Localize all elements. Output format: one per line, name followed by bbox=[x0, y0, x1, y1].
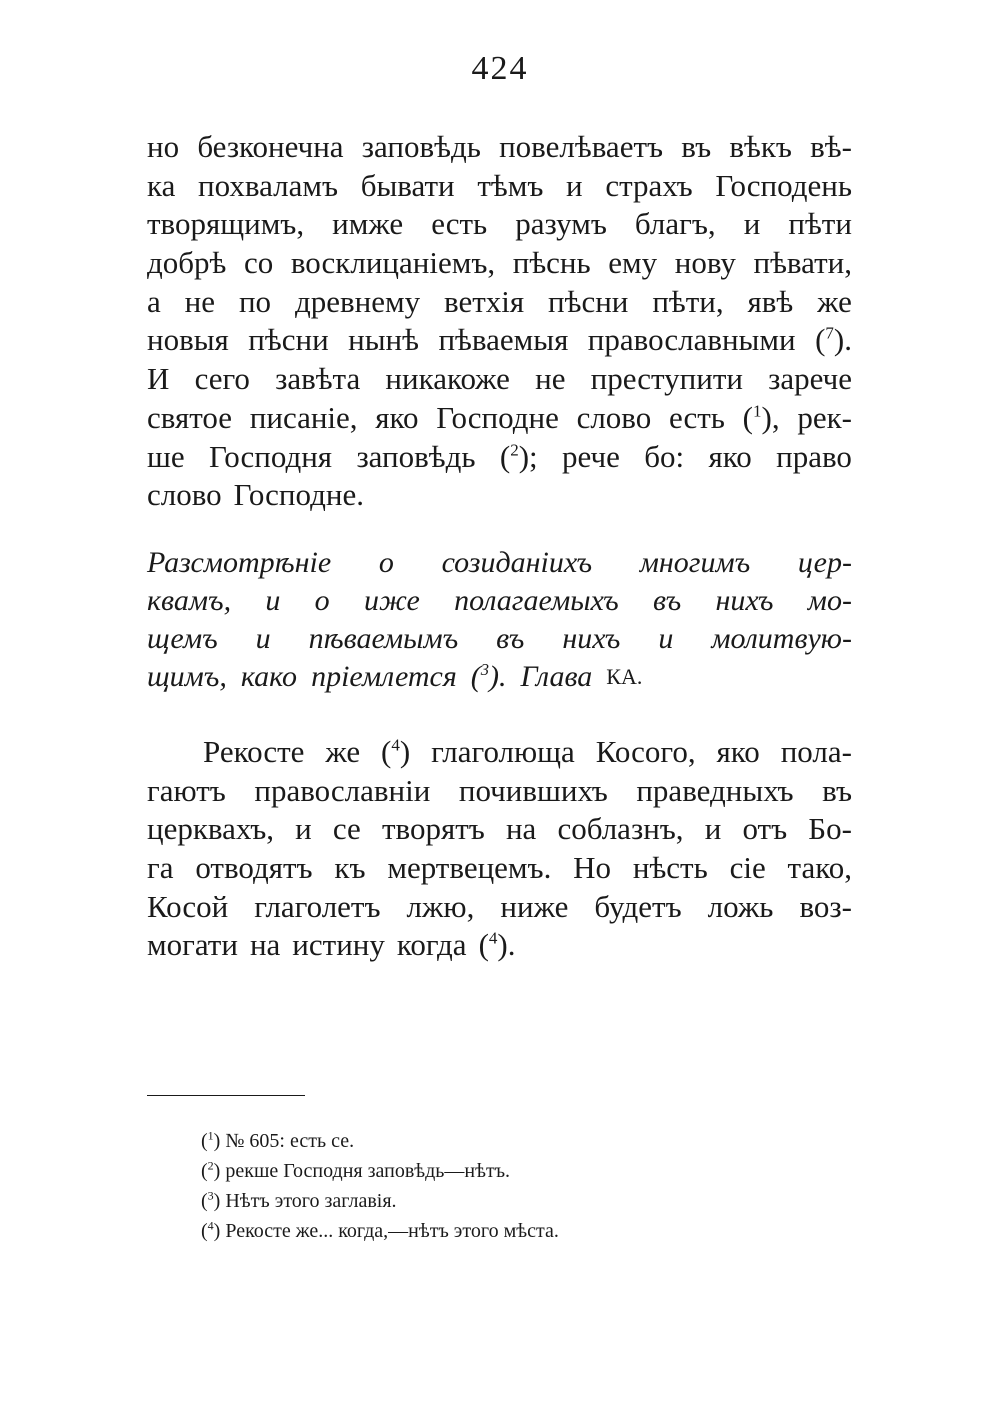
word: Господне bbox=[436, 399, 559, 435]
word: и bbox=[566, 167, 583, 203]
word: разумъ bbox=[515, 206, 607, 242]
text-line bbox=[147, 167, 852, 206]
word: повелѣваетъ bbox=[499, 129, 664, 164]
word: о bbox=[378, 546, 394, 579]
word: есть bbox=[668, 399, 725, 435]
heading-line bbox=[147, 582, 852, 620]
text-line bbox=[147, 926, 852, 965]
word: страхъ bbox=[605, 167, 693, 203]
footnote-ref-7: ($^7$). bbox=[815, 322, 852, 358]
word: на bbox=[505, 811, 537, 847]
word: новыя bbox=[147, 322, 229, 358]
word: истину bbox=[292, 927, 385, 963]
word: безконечна bbox=[197, 129, 344, 164]
word: нихъ bbox=[715, 584, 774, 617]
word: и bbox=[295, 811, 312, 847]
footnote-3: ($^3$) Нѣтъ этого заглавія. bbox=[201, 1188, 397, 1212]
word: и bbox=[265, 584, 281, 617]
word: Рекосте bbox=[203, 734, 305, 769]
word: Бо- bbox=[808, 811, 852, 847]
word: мертвецемъ. bbox=[387, 850, 552, 886]
word: ветхія bbox=[443, 283, 525, 319]
word: сего bbox=[194, 361, 250, 397]
word: Глава bbox=[520, 660, 593, 693]
footnote-ref-3: ($^3$). bbox=[470, 660, 507, 693]
word: святое bbox=[147, 399, 233, 435]
word: пріемлется bbox=[311, 660, 457, 693]
word: молитвую- bbox=[711, 622, 852, 655]
word: бывати bbox=[360, 167, 455, 203]
word: ка bbox=[147, 167, 176, 203]
word: никакоже bbox=[385, 361, 510, 397]
footnote-text: Нѣтъ этого заглавія. bbox=[225, 1190, 397, 1212]
word: лжю, bbox=[406, 888, 475, 924]
word: православніи bbox=[254, 772, 431, 808]
word: иже bbox=[363, 584, 420, 617]
text-line bbox=[147, 733, 852, 772]
text-line bbox=[147, 438, 852, 477]
word: и bbox=[658, 622, 674, 655]
footnote-text: № 605: есть се. bbox=[225, 1130, 355, 1152]
word: пѣти, bbox=[652, 283, 724, 319]
footnote-text: Рекосте же... когда,—нѣтъ этого мѣста. bbox=[225, 1220, 559, 1242]
word: се bbox=[332, 811, 361, 847]
word: не bbox=[535, 361, 566, 397]
word: рек- bbox=[797, 399, 852, 435]
word: творящимъ, bbox=[147, 206, 305, 242]
word: бо: bbox=[644, 438, 685, 474]
word: вѣ- bbox=[810, 129, 852, 164]
word: преступити bbox=[590, 361, 743, 397]
text-line bbox=[147, 205, 852, 244]
word: яко bbox=[708, 438, 752, 474]
word: право bbox=[776, 438, 852, 474]
word: отводятъ bbox=[195, 850, 313, 886]
word: како bbox=[240, 660, 298, 693]
word: Разсмотрѣніе bbox=[147, 546, 332, 579]
word: пѣсни bbox=[548, 283, 629, 319]
word: древнему bbox=[294, 283, 421, 319]
text-line bbox=[147, 128, 852, 167]
word: о bbox=[314, 584, 330, 617]
word: явѣ bbox=[747, 283, 794, 319]
word: нынѣ bbox=[348, 322, 419, 358]
word: И bbox=[147, 361, 170, 397]
word: воз- bbox=[799, 888, 852, 924]
text-line bbox=[147, 399, 852, 438]
word: Но bbox=[573, 850, 612, 886]
word: слово bbox=[147, 477, 222, 513]
footnote-ref-1: ($^1$), bbox=[742, 399, 780, 435]
word: къ bbox=[334, 850, 366, 886]
word: цер- bbox=[797, 546, 852, 579]
word: Косой bbox=[147, 888, 229, 924]
word: созиданіихъ bbox=[441, 546, 593, 579]
footnote-text: рекше Господня заповѣдь—нѣтъ. bbox=[225, 1160, 511, 1182]
chapter-heading bbox=[147, 544, 852, 696]
word: будетъ bbox=[594, 888, 682, 924]
heading-line bbox=[147, 544, 852, 582]
heading-line bbox=[147, 620, 852, 658]
text-line bbox=[147, 810, 852, 849]
word: пѣваемыя bbox=[438, 322, 569, 358]
word: щемъ bbox=[147, 622, 218, 655]
word: сіе bbox=[729, 850, 766, 886]
word: тѣмъ bbox=[477, 167, 544, 203]
word: глаголюща bbox=[431, 734, 575, 769]
word: ложь bbox=[707, 888, 774, 924]
word: и bbox=[743, 206, 761, 242]
word: глаголетъ bbox=[254, 888, 381, 924]
footnote-4: ($^4$) Рекосте же... когда,—нѣтъ этого мѣста. bbox=[201, 1218, 559, 1242]
footnotes bbox=[201, 1126, 801, 1246]
text-line bbox=[147, 321, 852, 360]
word: есть bbox=[431, 206, 488, 242]
word: и bbox=[255, 622, 271, 655]
word: на bbox=[249, 927, 281, 963]
word: пѣти bbox=[788, 206, 852, 242]
word: пѣснь bbox=[512, 245, 591, 281]
word: га bbox=[147, 850, 174, 886]
word: по bbox=[238, 283, 272, 319]
word: мо- bbox=[807, 584, 852, 617]
word: завѣта bbox=[275, 361, 361, 397]
word: писаніе, bbox=[249, 399, 358, 435]
heading-line bbox=[147, 658, 852, 696]
text-line bbox=[147, 283, 852, 322]
word: въ bbox=[822, 772, 852, 808]
body-paragraph-2 bbox=[147, 733, 852, 965]
word: ниже bbox=[500, 888, 569, 924]
word: вѣкъ bbox=[729, 129, 792, 164]
word: восклицаніемъ, bbox=[290, 245, 496, 281]
word: нову bbox=[674, 245, 736, 281]
word: нѣсть bbox=[632, 850, 708, 886]
text-line bbox=[147, 476, 852, 515]
text-line bbox=[147, 244, 852, 283]
word: со bbox=[243, 245, 274, 281]
word: церквахъ, bbox=[147, 811, 274, 847]
page-number: 424 bbox=[471, 50, 529, 87]
word: яко bbox=[375, 399, 419, 435]
footnote-ref-4b: ($^4$). bbox=[478, 927, 516, 963]
word: же bbox=[817, 283, 852, 319]
word: а bbox=[147, 283, 161, 319]
word: и bbox=[704, 811, 722, 847]
word: многимъ bbox=[639, 546, 751, 579]
footnote-divider bbox=[147, 1095, 305, 1096]
word: но bbox=[147, 129, 180, 164]
word: же bbox=[325, 734, 361, 769]
chapter-number: КА. bbox=[606, 664, 643, 689]
body-paragraph-1 bbox=[147, 128, 852, 515]
footnote-ref-4: ($^4$) bbox=[381, 734, 411, 769]
text-line bbox=[147, 360, 852, 399]
word: Господень bbox=[715, 167, 852, 203]
footnote-2: ($^2$) рекше Господня заповѣдь—нѣтъ. bbox=[201, 1158, 511, 1182]
word: имже bbox=[332, 206, 404, 242]
word: пѣсни bbox=[248, 322, 329, 358]
word: когда bbox=[396, 927, 467, 963]
word: не bbox=[184, 283, 216, 319]
footnote-1: ($^1$) № 605: есть се. bbox=[201, 1128, 355, 1152]
word: слово bbox=[576, 399, 652, 435]
word: Господне. bbox=[233, 477, 364, 513]
word: пѣвати, bbox=[753, 245, 852, 281]
word: творятъ bbox=[381, 811, 485, 847]
word: въ bbox=[496, 622, 525, 655]
word: заповѣдь bbox=[356, 438, 476, 474]
text-line bbox=[147, 772, 852, 811]
word: ему bbox=[608, 245, 658, 281]
text-line bbox=[147, 849, 852, 888]
word: зарече bbox=[768, 361, 852, 397]
word: православными bbox=[587, 322, 796, 358]
word: могати bbox=[147, 927, 238, 963]
word: почившихъ bbox=[458, 772, 608, 808]
word: въ bbox=[652, 584, 682, 617]
word: праведныхъ bbox=[636, 772, 794, 808]
word: пола- bbox=[780, 734, 852, 769]
word: соблазнъ, bbox=[557, 811, 684, 847]
word: полагаемыхъ bbox=[454, 584, 619, 617]
footnote-ref-2: ($^2$); bbox=[499, 438, 538, 474]
word: Косого, bbox=[595, 734, 696, 769]
word: гаютъ bbox=[147, 772, 226, 808]
word: щимъ, bbox=[147, 660, 227, 693]
word: Господня bbox=[209, 438, 333, 474]
word: ше bbox=[147, 438, 185, 474]
word: пѣваемымъ bbox=[308, 622, 459, 655]
word: яко bbox=[716, 734, 760, 769]
word: рече bbox=[562, 438, 620, 474]
word: похваламъ bbox=[198, 167, 339, 203]
word: благъ, bbox=[634, 206, 716, 242]
word: въ bbox=[681, 129, 712, 164]
word: отъ bbox=[742, 811, 788, 847]
word: тако, bbox=[787, 850, 852, 886]
word: квамъ, bbox=[147, 584, 232, 617]
word: заповѣдь bbox=[361, 129, 481, 164]
word: нихъ bbox=[562, 622, 621, 655]
text-line bbox=[147, 888, 852, 927]
word: добрѣ bbox=[147, 245, 227, 281]
